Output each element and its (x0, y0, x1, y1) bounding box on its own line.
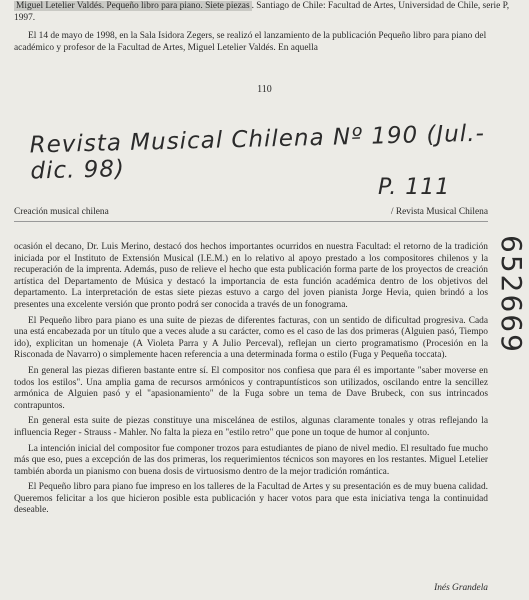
article-paragraph-1: ocasión el decano, Dr. Luis Merino, destacó dos hechos importantes ocurridos en nuestra Facultad: el retorno de la tradición iniciada por el Instituto de Extensión Musical (I.E.M.) en lo relativo al apoyo prestado a los compositores chilenos y la recuperación de la imprenta. Además, puso de relieve el hecho que esta publicación forma parte de los proyectos de creación artística del Departamento de Música y destacó la importancia de esta función académica dentro de los objetivos del departamento. La interpretación de estas siete piezas estuvo a cargo del joven pianista Jorge Hevia, quien brindó a los presentes una excelente versión que pronto podrá ser conocida a través de un fonograma. (14, 242, 488, 310)
citation-rest: . Santiago de Chile: Facultad de Artes, Universidad de Chile, serie P, 1997. (14, 1, 510, 23)
handwritten-side-number: 652669 (495, 235, 528, 354)
bibliographic-line (14, 0, 514, 24)
header-section: Creación musical chilena (14, 207, 109, 217)
article-paragraph-2: El Pequeño libro para piano es una suite de piezas de diferentes facturas, con un sentido de dificultad progresiva. Cada una está encabezada por un título que a veces alude a su carácter, como es el caso de las dos primeras (Alguien pasó, Tiempo ido), explicitan un homenaje (A Violeta Parra y A Julio Perceval), reflejan un cierto programatismo (Procesión en la Risconada de Navarro) o simplemente hacen referencia a una determinada forma o estilo (Fuga y Pequeña toccata). (14, 315, 488, 361)
page-number: 110 (257, 84, 272, 95)
highlighted-citation: Miguel Letelier Valdés. Pequeño libro para piano. Siete piezas (16, 1, 250, 11)
header-journal: / Revista Musical Chilena (390, 207, 488, 217)
clipping-top-fragment (14, 0, 514, 54)
article-paragraph-5: La intención inicial del compositor fue componer trozos para estudiantes de piano de nivel medio. El resultado fue mucho más que eso, pues a excepción de las dos primeras, los requerimientos técnicos son mayores en los restantes. Miguel Letelier también aborda un pianismo con buena dosis de virtuosismo dentro de la mejor tradición romántica. (14, 443, 488, 477)
running-header (14, 207, 488, 222)
handwritten-source-note: Revista Musical Chilena Nº 190 (Jul.-dic. 98) (29, 120, 486, 185)
intro-paragraph: El 14 de mayo de 1998, en la Sala Isidora Zegers, se realizó el lanzamiento de la publicación Pequeño libro para piano del académico y profesor de la Facultad de Artes, Miguel Letelier Valdés. En aquella (14, 31, 487, 53)
article-author: Inés Grandela (434, 583, 488, 593)
article-paragraph-4: En general esta suite de piezas constituye una miscelánea de estilos, algunas claramente tonales y otras reflejando la influencia Reger - Strauss - Mahler. No falta la pieza en "estilo retro" que pone un toque de humor al conjunto. (14, 416, 488, 438)
article-body (14, 242, 488, 521)
handwritten-page-note: P. 111 (378, 175, 451, 200)
article-paragraph-3: En general las piezas difieren bastante entre sí. El compositor nos confiesa que para él es importante "saber moverse en todos los estilos". Una amplia gama de recursos armónicos y contrapuntísticos son utilizados, oscilando entre la sencillez armónica de Alguien pasó y el "apasionamiento" de la Fuga sobre un tema de Dave Brubeck, con sus intrincados contrapuntos. (14, 365, 488, 411)
article-paragraph-6: El Pequeño libro para piano fue impreso en los talleres de la Facultad de Artes y su presentación es de muy buena calidad. Queremos felicitar a los que hicieron posible esta publicación y hacer votos para que esta iniciativa tenga la continuidad deseable. (14, 482, 488, 516)
